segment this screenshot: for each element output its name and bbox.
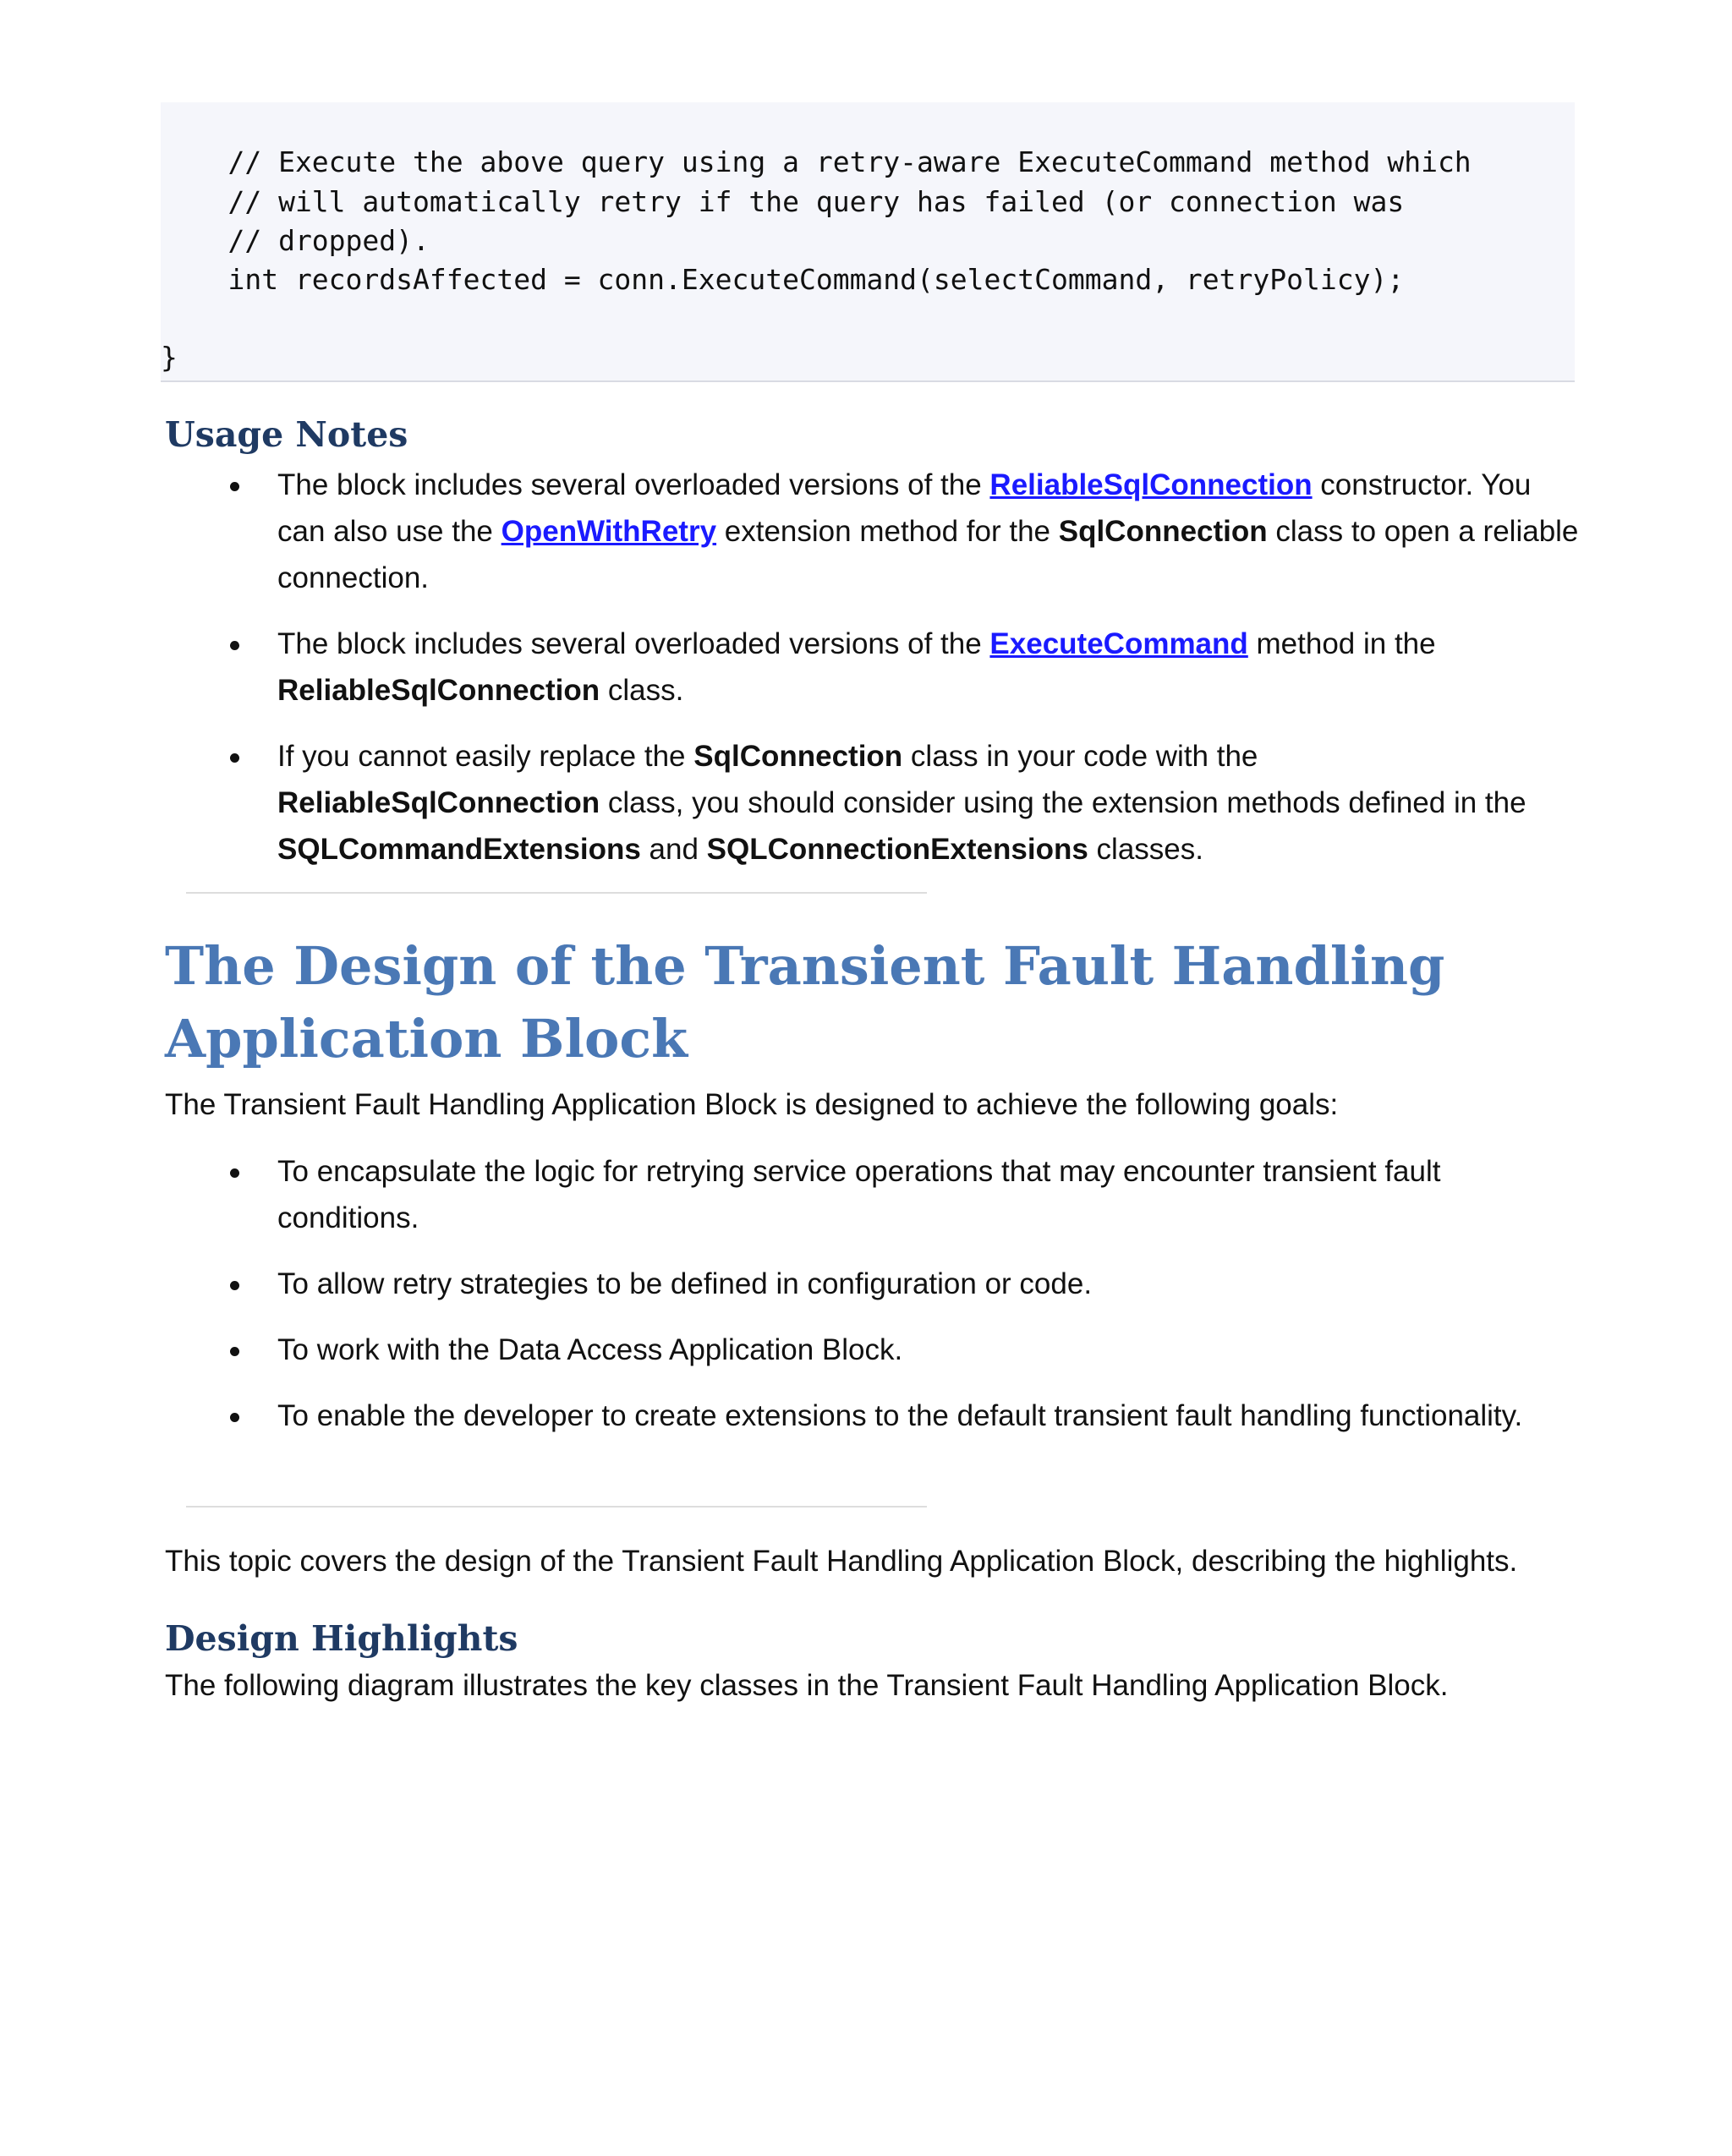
design-title: The Design of the Transient Fault Handling Application Block xyxy=(165,935,1445,1070)
design-goals-list xyxy=(165,1148,1586,1458)
list-item xyxy=(165,1327,1586,1373)
class-name: SQLConnectionExtensions xyxy=(706,833,1088,866)
execute-command-link[interactable]: ExecuteCommand xyxy=(989,627,1248,660)
item-text: The block includes several overloaded versions of the xyxy=(277,627,990,660)
code-line: int recordsAffected = conn.ExecuteCommand(selectCommand, retryPolicy); xyxy=(161,263,1405,296)
item-text: extension method for the xyxy=(716,515,1059,548)
list-item xyxy=(165,1393,1586,1439)
bullet-icon xyxy=(230,753,239,763)
item-text: If you cannot easily replace the xyxy=(277,740,694,773)
bullet-icon xyxy=(230,482,239,491)
list-item xyxy=(165,733,1586,873)
class-name: SqlConnection xyxy=(693,740,903,773)
item-text: class. xyxy=(600,674,684,707)
class-name: ReliableSqlConnection xyxy=(277,674,600,707)
list-item xyxy=(165,1261,1586,1307)
item-text: class, you should consider using the extension methods defined in the xyxy=(600,786,1526,819)
item-text: constructor. You can also use the xyxy=(277,468,1532,548)
open-with-retry-link[interactable]: OpenWithRetry xyxy=(501,515,717,548)
bullet-icon xyxy=(230,1413,239,1422)
list-item xyxy=(165,1148,1586,1241)
bullet-icon xyxy=(230,1347,239,1356)
class-name: SQLCommandExtensions xyxy=(277,833,641,866)
bullet-icon xyxy=(230,641,239,650)
goal-text: To work with the Data Access Application Block. xyxy=(277,1333,903,1366)
reliable-sql-connection-link[interactable]: ReliableSqlConnection xyxy=(989,468,1313,501)
topic-paragraph: This topic covers the design of the Transient Fault Handling Application Block, describing the highlights. xyxy=(165,1545,1518,1578)
design-highlights-heading: Design Highlights xyxy=(165,1618,518,1659)
goal-text: To enable the developer to create extensions to the default transient fault handling functionality. xyxy=(277,1399,1523,1432)
list-item xyxy=(165,462,1586,601)
usage-notes-list xyxy=(165,462,1586,892)
item-text: classes. xyxy=(1088,833,1203,866)
bullet-icon xyxy=(230,1281,239,1290)
item-text: method in the xyxy=(1247,627,1436,660)
code-line: // will automatically retry if the query has failed (or connection was xyxy=(161,185,1405,218)
code-line: // dropped). xyxy=(161,224,430,257)
usage-notes-heading: Usage Notes xyxy=(165,414,408,455)
goal-text: To encapsulate the logic for retrying service operations that may encounter transient fault conditions. xyxy=(277,1155,1441,1234)
code-line: // Execute the above query using a retry-aware ExecuteCommand method which xyxy=(161,145,1472,178)
class-name: SqlConnection xyxy=(1058,515,1268,548)
divider xyxy=(186,892,927,894)
highlights-paragraph: The following diagram illustrates the key classes in the Transient Fault Handling Application Block. xyxy=(165,1669,1449,1702)
design-intro: The Transient Fault Handling Application Block is designed to achieve the following goals: xyxy=(165,1088,1339,1121)
code-block xyxy=(161,102,1575,382)
list-item xyxy=(165,621,1586,714)
item-text: The block includes several overloaded versions of the xyxy=(277,468,990,501)
class-name: ReliableSqlConnection xyxy=(277,786,600,819)
item-text: class in your code with the xyxy=(902,740,1258,773)
item-text: class to open a reliable connection. xyxy=(277,515,1579,594)
goal-text: To allow retry strategies to be defined in configuration or code. xyxy=(277,1267,1093,1300)
divider xyxy=(186,1506,927,1508)
code-line: } xyxy=(161,341,178,374)
item-text: and xyxy=(640,833,707,866)
bullet-icon xyxy=(230,1168,239,1178)
